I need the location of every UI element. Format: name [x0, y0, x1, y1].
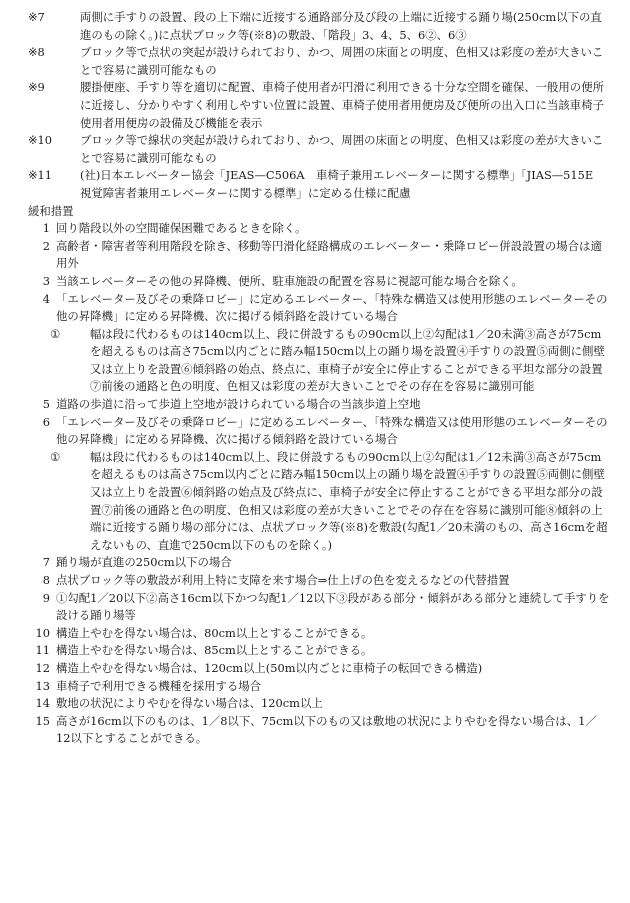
item-text: 幅は段に代わるものは140cm以上、段に併設するもの90cm以上②勾配は1／20未満③高さが75cmを超えるものは高さ75cm以内ごとに踏み幅150cm以上の踊り場を設置④手すりの設置⑤両側に側壁又は立上りを設置⑥傾斜路の始点、終点に、車椅子が安全に停止することができる平坦な部分の設置⑦前後の通路と色の明度、色相又は彩度の差が大きいことでその存在を容易に識別可能	[90, 326, 605, 394]
item-text: 構造上やむを得ない場合は、80cm以上とすることができる。	[56, 625, 373, 640]
item-text: 「エレベーター及びその乗降ロビー」に定めるエレベーター、「特殊な構造又は使用形態のエレベーターその他の昇降機」に定める昇降機、次に掲げる傾斜路を設けている場合	[56, 291, 608, 324]
list-item	[28, 396, 610, 414]
note-10	[28, 132, 610, 167]
list-item	[28, 590, 610, 625]
item-number: 13	[35, 678, 50, 693]
item-text: 点状ブロック等の敷設が利用上特に支障を来す場合⇒仕上げの色を変えるなどの代替措置	[56, 573, 510, 587]
item-text: 高さが16cm以下のものは、1／8以下、75cm以下のもの又は敷地の状況によりやむを得ない場合は、1／12以下とすることができる。	[56, 713, 597, 746]
item-text: 「エレベーター及びその乗降ロビー」に定めるエレベーター、「特殊な構造又は使用形態のエレベーターその他の昇降機」に定める昇降機、次に掲げる傾斜路を設けている場合	[56, 414, 608, 447]
note-mark: ※11	[28, 168, 53, 183]
list-item	[28, 713, 610, 748]
item-number: 1	[42, 221, 50, 236]
item-number: 11	[35, 643, 50, 658]
item-number: 8	[42, 573, 50, 587]
item-text: 構造上やむを得ない場合は、85cm以上とすることができる。	[56, 643, 373, 658]
note-mark: ※10	[28, 133, 53, 148]
item-number: 5	[42, 397, 50, 412]
item-number: ①	[50, 449, 61, 464]
note-9	[28, 79, 610, 132]
section-heading: 緩和措置	[28, 203, 74, 218]
item-number: 14	[35, 696, 50, 711]
list-item	[28, 695, 610, 713]
sub-item	[28, 326, 610, 396]
item-text: 高齢者・障害者等利用階段を除き、移動等円滑化経路構成のエレベーター・乗降ロビー併設設置の場合は適用外	[56, 238, 602, 271]
note-text: 両側に手すりの設置、段の上下端に近接する通路部分及び段の上端に近接する踊り場(250cm以下の直進のもの除く。)に点状ブロック等(※8)の敷設、「階段」3、4、5、6②、6③	[80, 10, 602, 42]
item-number: 15	[35, 713, 50, 728]
item-text: 車椅子で利用できる機種を採用する場合	[56, 678, 262, 693]
list-item	[28, 220, 610, 238]
item-number: 6	[42, 414, 50, 429]
note-7	[28, 9, 610, 44]
item-number: ①	[50, 326, 61, 341]
item-number: 10	[35, 625, 50, 640]
list-item	[28, 660, 610, 678]
note-text: ブロック等で点状の突起が設けられており、かつ、周囲の床面との明度、色相又は彩度の差が大きいことで容易に識別可能なもの	[80, 45, 604, 77]
list-item	[28, 642, 610, 660]
note-text: ブロック等で線状の突起が設けられており、かつ、周囲の床面との明度、色相又は彩度の差が大きいことで容易に識別可能なもの	[80, 133, 604, 165]
list-item	[28, 678, 610, 696]
item-text: 踊り場が直進の250cm以下の場合	[56, 555, 232, 570]
item-text: ①勾配1／20以下②高さ16cm以下かつ勾配1／12以下③段がある部分・傾斜がある部分と連続して手すりを設ける踊り場等	[56, 590, 610, 623]
note-text: (社)日本エレベーター協会「JEAS—C506A 車椅子兼用エレベーターに関する標準」「JIAS—515E 視覚障害者兼用エレベーターに関する標準」に定める仕様に配慮	[80, 168, 605, 200]
item-number: 9	[42, 590, 50, 605]
item-text: 敷地の状況によりやむを得ない場合は、120cm以上	[56, 696, 323, 711]
list-item	[28, 554, 610, 572]
list-item	[28, 572, 610, 590]
list-item	[28, 238, 610, 273]
item-number: 4	[42, 291, 50, 306]
list-item	[28, 291, 610, 326]
list-item	[28, 273, 610, 291]
list-item	[28, 625, 610, 643]
item-text: 構造上やむを得ない場合は、120cm以上(50m以内ごとに車椅子の転回できる構造)	[56, 660, 483, 675]
note-text: 腰掛便座、手すり等を適切に配置、車椅子使用者が円滑に利用できる十分な空間を確保、一般用の便所に近接し、分かりやすく利用しやすい位置に設置、車椅子使用者用便房及び便所の出入口に当該車椅子使用者用便房の設備及び機能を表示	[80, 80, 604, 130]
item-number: 7	[42, 555, 50, 570]
item-number: 12	[35, 660, 50, 675]
item-number: 2	[42, 238, 50, 253]
note-mark: ※7	[28, 10, 45, 24]
note-mark: ※9	[28, 80, 45, 95]
list-item	[28, 414, 610, 449]
sub-item	[28, 449, 610, 555]
item-text: 回り階段以外の空間確保困難であるときを除く。	[56, 221, 307, 236]
item-text: 道路の歩道に沿って歩道上空地が設けられている場合の当該歩道上空地	[56, 397, 421, 412]
relaxation-measures-list	[28, 220, 610, 748]
note-11	[28, 167, 610, 202]
item-text: 幅は段に代わるものは140cm以上、段に併設するもの90cm以上②勾配は1／12未満③高さが75cmを超えるものは高さ75cm以内ごとに踏み幅150cm以上の踊り場を設置④手すりの設置⑤両側に側壁又は立上りを設置⑥傾斜路の始点及び終点に、車椅子が安全に停止することができる平坦な部分の設置⑦前後の通路と色の明度、色相又は彩度の差が大きいことでその存在を容易に識別可能⑧傾斜の上端に近接する踊り場の部分には、点状ブロック等(※8)を敷設(勾配1／20未満のもの、高さ16cmを超えないもの、直進で250cm以下のものを除く。)	[90, 449, 608, 552]
item-number: 3	[42, 273, 50, 288]
notes-list	[28, 9, 610, 203]
item-text: 当該エレベーターその他の昇降機、便所、駐車施設の配置を容易に視認可能な場合を除く。	[56, 273, 523, 288]
note-mark: ※8	[28, 45, 45, 60]
note-8	[28, 44, 610, 79]
